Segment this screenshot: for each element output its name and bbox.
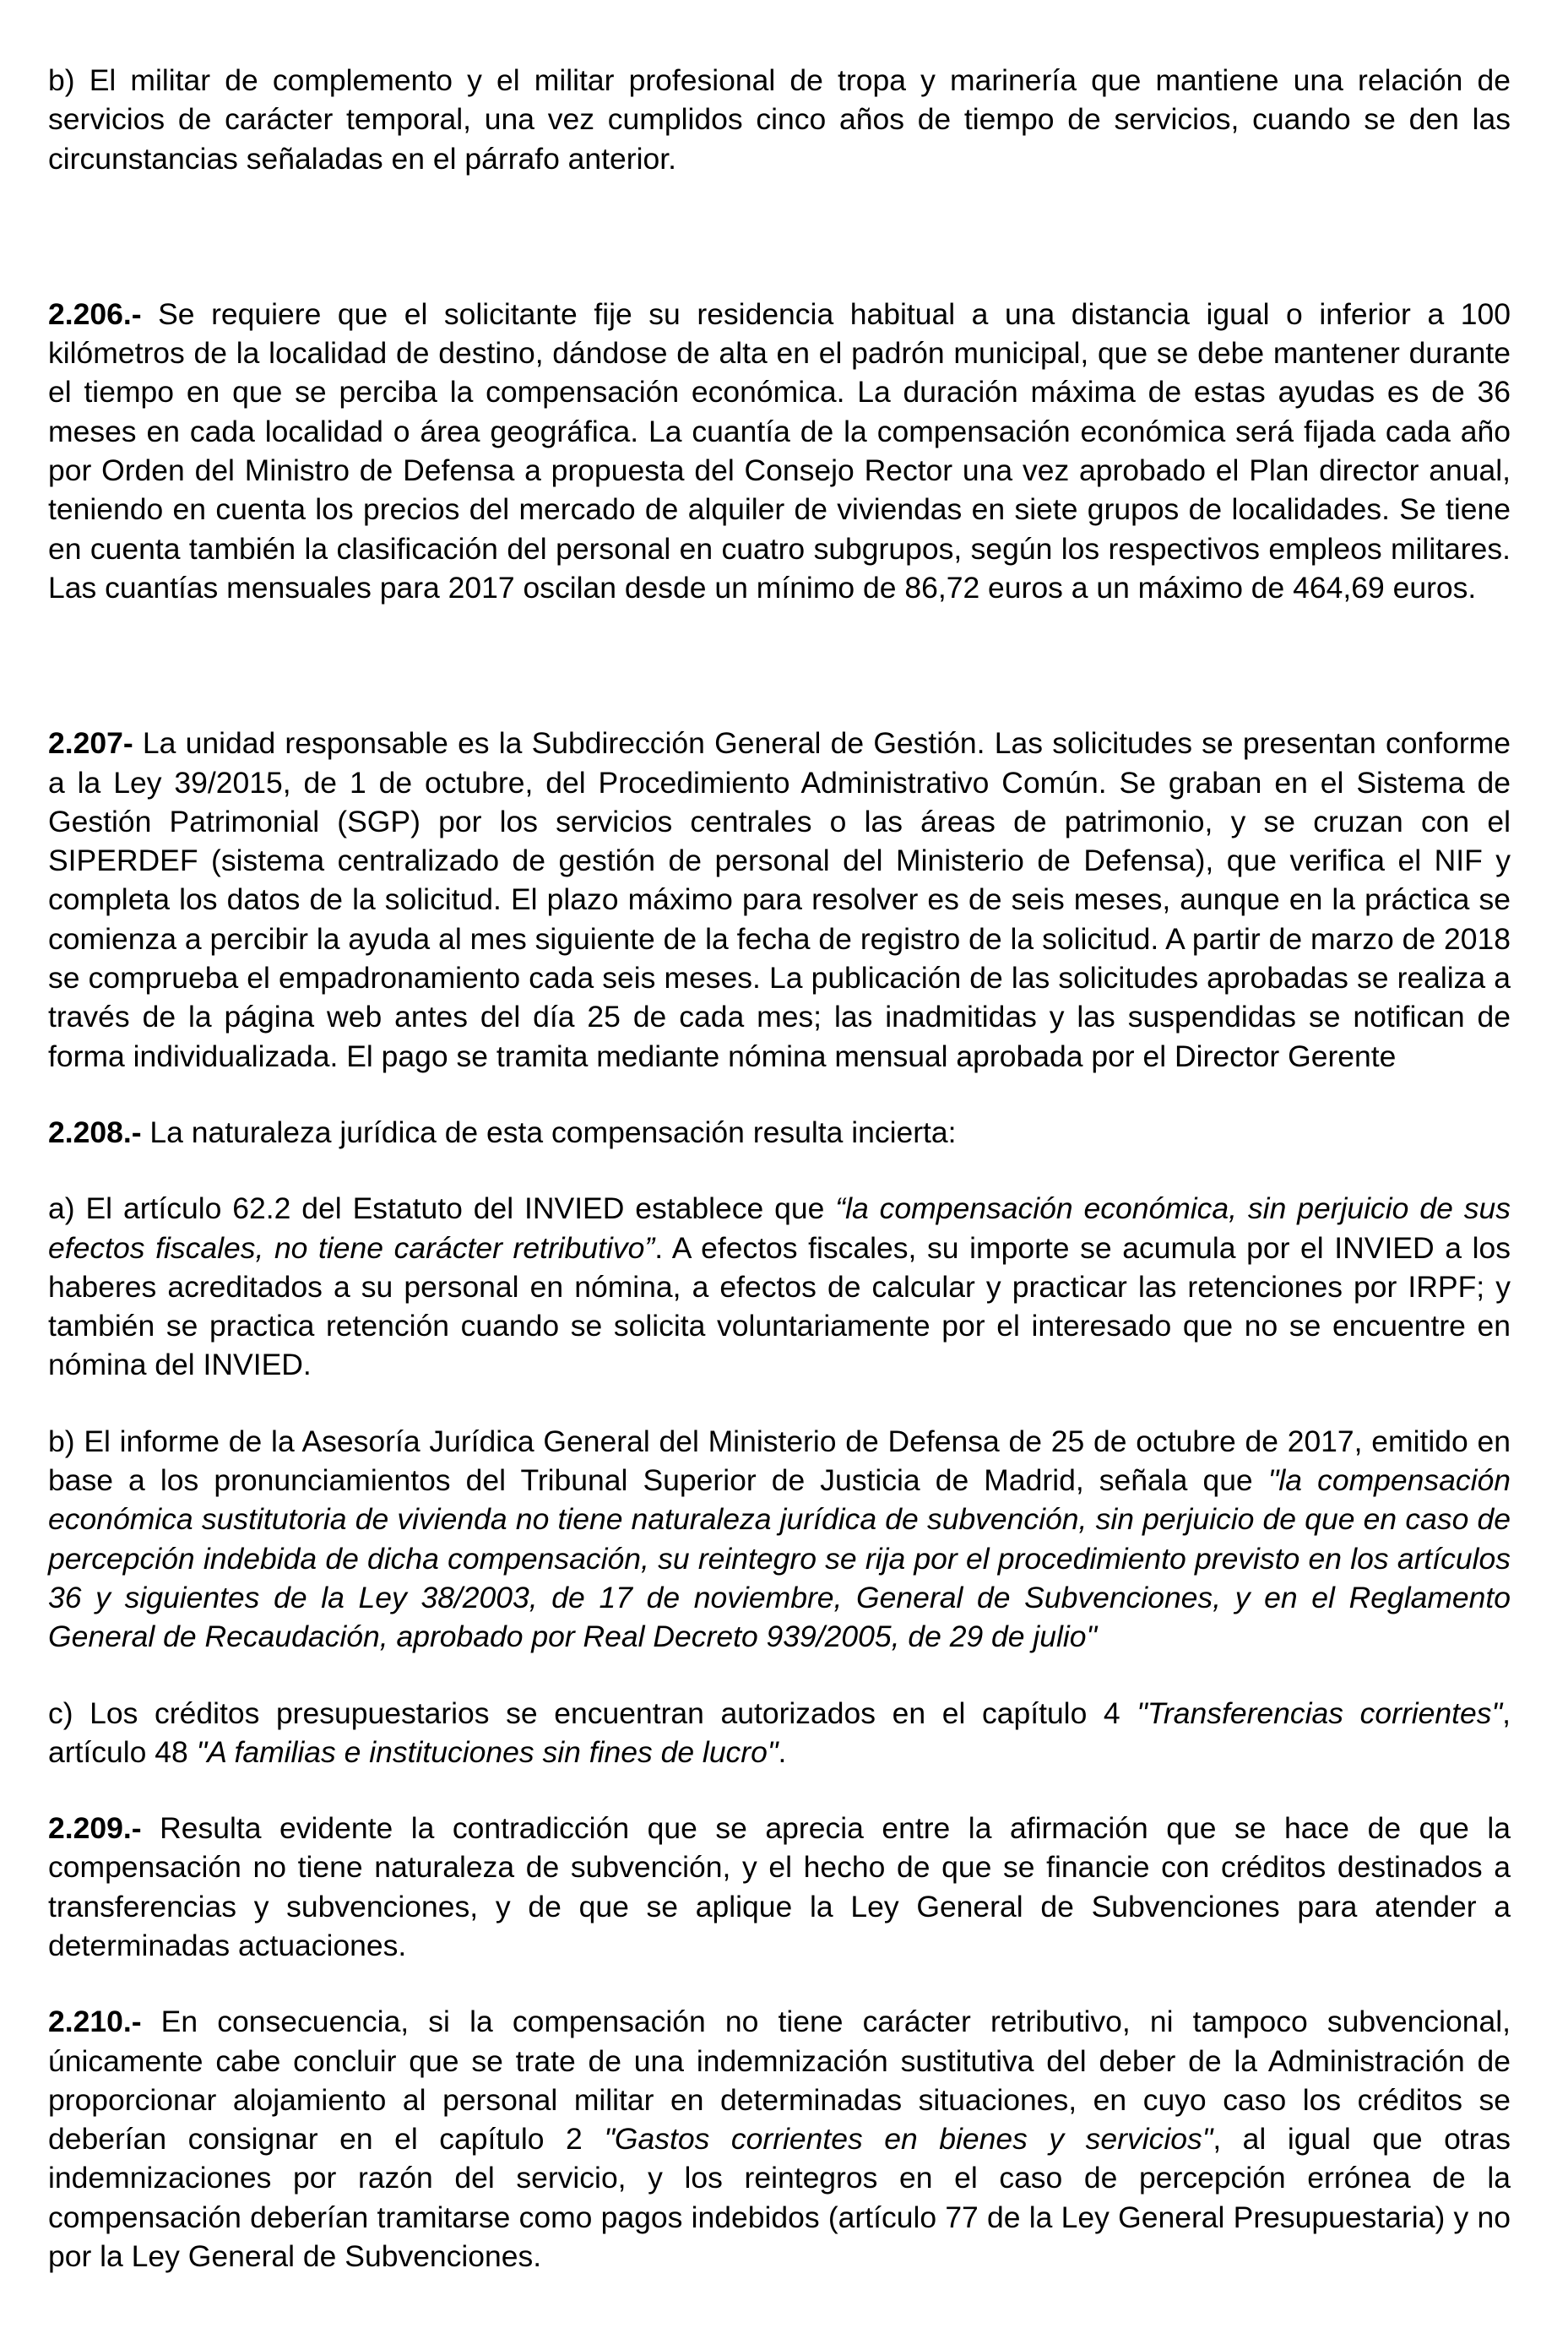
paragraph-a-statute [48,1189,1511,1384]
text-run: Resulta evidente la contradicción que se aprecia entre la afirmación que se hace de que la compensación no tiene naturaleza de subvención, y el hecho de que se financie con créditos destinados a transferencias y subvenciones, y de que se aplique la Ley General de Subvenciones para atender a determinadas actuaciones. [48,1811,1511,1962]
text-run: Se requiere que el solicitante fije su residencia habitual a una distancia igual o inferior a 100 kilómetros de la localidad de destino, dándose de alta en el padrón municipal, que se debe mantener durante el tiempo en que se perciba la compensación económica. La duración máxima de estas ayudas es de 36 meses en cada localidad o área geográfica. La cuantía de la compensación económica será fijada cada año por Orden del Ministro de Defensa a propuesta del Consejo Rector una vez aprobado el Plan director anual, teniendo en cuenta los precios del mercado de alquiler de viviendas en siete grupos de localidades. Se tiene en cuenta también la clasificación del personal en cuatro subgrupos, según los respectivos empleos militares. Las cuantías mensuales para 2017 oscilan desde un mínimo de 86,72 euros a un máximo de 464,69 euros. [48,296,1511,605]
quoted-text: “la compensación económica, sin perjuicio de sus efectos fiscales, no tiene carácter retributivo” [48,1191,1511,1265]
quoted-text: "Gastos corrientes en bienes y servicios" [604,2122,1213,2157]
quoted-text: "la compensación económica sustitutoria de vivienda no tiene naturaleza jurídica de subvención, sin perjuicio de que en caso de percepción indebida de dicha compensación, su reintegro se rija por el procedimiento previsto en los artículos 36 y siguientes de la Ley 38/2003, de 17 de noviembre, General de Subvenciones, y en el Reglamento General de Recaudación, aprobado por Real Decreto 939/2005, de 29 de julio" [48,1463,1511,1654]
paragraph-2-207 [48,724,1511,1076]
paragraph-number: 2.207- [48,726,133,761]
text-run: . [778,1734,787,1769]
text-run: . A efectos fiscales, su importe se acumula por el INVIED a los haberes acreditados a su personal en nómina, a efectos de calcular y practicar las retenciones por IRPF; y también se practica retención cuando se solicita voluntariamente por el interesado que no se encuentre en nómina del INVIED. [48,1230,1511,1382]
quoted-text: "Transferencias corrientes" [1137,1696,1503,1730]
text-run: , al igual que otras indemnizaciones por razón del servicio, y los reintegros en el caso de percepción errónea de la compensación deberían tramitarse como pagos indebidos (artículo 77 de la Ley General Presupuestaria) y no por la Ley General de Subvenciones. [48,2122,1511,2274]
paragraph-c-budget-credits [48,1694,1511,1772]
paragraph-number: 2.206.- [48,296,142,331]
paragraph-2-206 [48,295,1511,607]
text-run: b) El militar de complemento y el militar profesional de tropa y marinería que mantiene una relación de servicios de carácter temporal, una vez cumplidos cinco años de tiempo de servicios, cuando se den las circunstancias señaladas en el párrafo anterior. [48,63,1511,176]
paragraph-number: 2.209.- [48,1811,142,1846]
text-run: c) Los créditos presupuestarios se encuentran autorizados en el capítulo 4 [48,1696,1137,1730]
text-run: b) El informe de la Asesoría Jurídica General del Ministerio de Defensa de 25 de octubre de 2017, emitido en base a los pronunciamientos del Tribunal Superior de Justicia de Madrid, señala que [48,1424,1511,1498]
paragraph-number: 2.210.- [48,2005,142,2039]
text-run: En consecuencia, si la compensación no tiene carácter retributivo, ni tampoco subvencional, únicamente cabe concluir que se trate de una indemnización sustitutiva del deber de la Administración de proporcionar alojamiento al personal militar en determinadas situaciones, en cuyo caso los créditos se deberían consignar en el capítulo 2 [48,2005,1511,2157]
text-run: a) El artículo 62.2 del Estatuto del INVIED establece que [48,1191,836,1226]
paragraph-2-208 [48,1113,1511,1152]
text-run: La unidad responsable es la Subdirección General de Gestión. Las solicitudes se presentan conforme a la Ley 39/2015, de 1 de octubre, del Procedimiento Administrativo Común. Se graban en el Sistema de Gestión Patrimonial (SGP) por los servicios centrales o las áreas de patrimonio, y se cruzan con el SIPERDEF (sistema centralizado de gestión de personal del Ministerio de Defensa), que verifica el NIF y completa los datos de la solicitud. El plazo máximo para resolver es de seis meses, aunque en la práctica se comienza a percibir la ayuda al mes siguiente de la fecha de registro de la solicitud. A partir de marzo de 2018 se comprueba el empadronamiento cada seis meses. La publicación de las solicitudes aprobadas se realiza a través de la página web antes del día 25 de cada mes; las inadmitidas y las suspendidas se notifican de forma individualizada. El pago se tramita mediante nómina mensual aprobada por el Director Gerente [48,726,1511,1073]
text-run: La naturaleza jurídica de esta compensación resulta incierta: [141,1115,957,1149]
text-run: , artículo 48 [48,1696,1511,1769]
quoted-text: "A familias e instituciones sin fines de lucro" [196,1734,779,1769]
paragraph-2-209 [48,1809,1511,1965]
paragraph-2-210 [48,2002,1511,2276]
paragraph-number: 2.208.- [48,1115,142,1149]
paragraph-b-legal-report [48,1422,1511,1657]
paragraph-b-military-personnel [48,61,1511,178]
